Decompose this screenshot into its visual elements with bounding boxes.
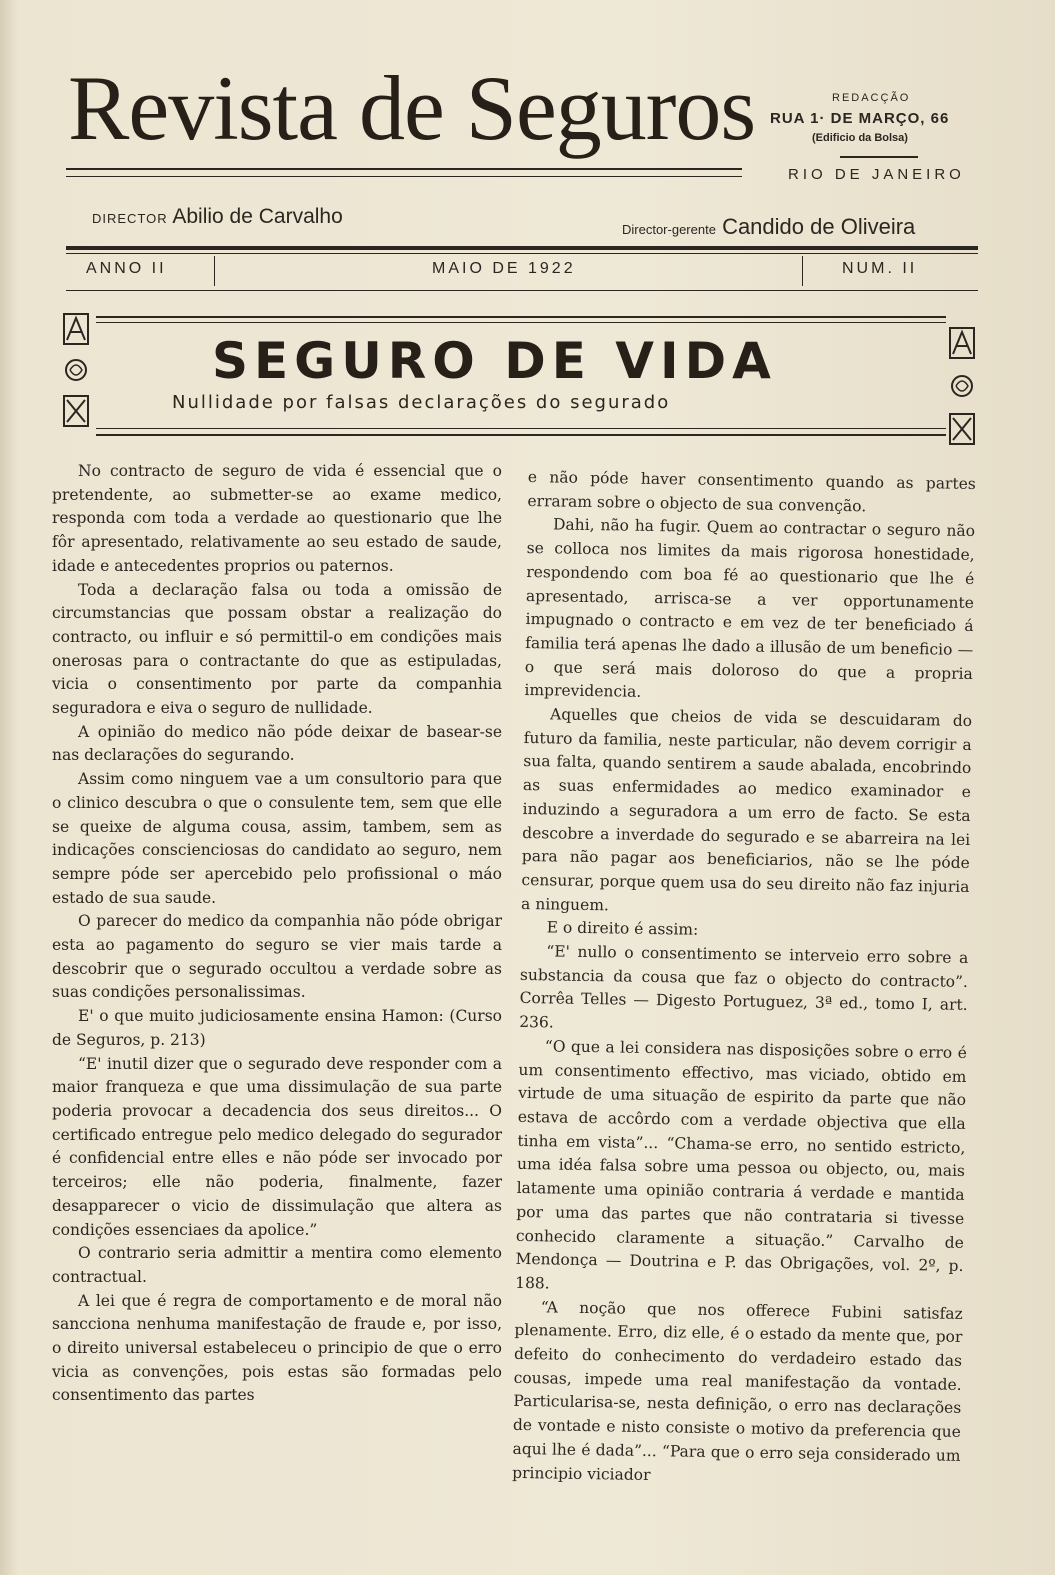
issue-date: MAIO DE 1922: [432, 260, 576, 277]
director-credit: [92, 205, 343, 229]
section-box-rule-top-thin: [96, 322, 946, 323]
director-label: DIRECTOR: [92, 211, 168, 226]
street-address: RUA 1· DE MARÇO, 66: [770, 110, 950, 127]
article-column-left: [52, 460, 502, 1408]
left-paragraph: No contracto de seguro de vida é essencial que o pretendente, ao submetter-se ao exame medico, responda com toda a verdade ao questionario que lhe fôr apresentado, relativamente ao seu estado de saude, idade e antecedentes proprios ou paternos.: [52, 462, 502, 575]
left-paragraph: “E' inutil dizer que o segurado deve responder com a maior franqueza e que uma dissimulação de sua parte poderia provocar a decadencia dos seus direitos... O certificado entregue pelo medico delegado do segurador é confidencial entre elles e não póde ser invocado por terceiros; elle não poderia, finalmente, fazer desapparecer o vicio de dissimulação que altera as condições essenciaes da apolice.”: [52, 1054, 502, 1239]
masthead-rule-top: [66, 168, 742, 170]
masthead-rule-bottom: [66, 176, 742, 177]
left-paragraph: O contrario seria admittir a mentira como elemento contractual.: [52, 1244, 502, 1286]
director-name: Abilio de Carvalho: [172, 205, 343, 228]
issue-bar-rule-top: [66, 246, 978, 250]
manager-credit: [622, 214, 915, 240]
right-paragraph: e não póde haver consentimento quando as partes erraram sobre o objecto de sua convenção.: [527, 467, 976, 516]
section-box-rule-bottom: [96, 428, 946, 429]
address-divider: [840, 156, 918, 158]
issue-bar-rule-bottom: [66, 290, 978, 291]
issue-bar-rule-mid: [66, 253, 978, 254]
right-paragraph: E o direito é assim:: [546, 918, 699, 940]
right-paragraph: Aquelles que cheios de vida se descuidaram do futuro da familia, neste particular, não devem corrigir a sua falta, quando sentirem a saude abalada, encobrindo as suas enfermidades ao medico examinador e induzindo a seguradora a um erro de facto. Se esta descobre a inverdade do segurado e se abarreira na lei para não pagar aos beneficiarios, não se lhe póde censurar, porque quem usa do seu direito não faz injuria a ninguem.: [520, 705, 973, 914]
right-paragraph: Dahi, não ha fugir. Quem ao contractar o seguro não se colloca nos limites da mais rigorosa honestidade, respondendo com boa fé ao questionario que lhe é apresentado, arrisca-se a ver opportunamente impugnado o contracto e em vez de ter beneficiado á familia terá apenas lhe dado a illusão de um beneficio — o que será mais doloroso do que a propria imprevidencia.: [524, 515, 976, 702]
article-column-right: [512, 466, 976, 1492]
issue-bar-divider-left: [214, 256, 215, 286]
left-paragraph: A lei que é regra de comportamento e de moral não sancciona nenhuma manifestação de fraude e, por isso, o direito universal estabeleceu o principio de que o erro vicia as convenções, pois estas são formadas pelo consentimento das partes: [52, 1291, 502, 1405]
article-title: SEGURO DE VIDA: [212, 332, 777, 390]
left-paragraph: Toda a declaração falsa ou toda a omissão de circumstancias que possam obstar a realização do contracto, ou influir e só permittil-o em condições mais onerosas para o contractante do que as estipuladas, vicia o consentimento por parte da companhia seguradora e eiva o seguro de nullidade.: [52, 580, 502, 718]
right-paragraph: “E' nullo o consentimento se interveio erro sobre a substancia da cousa que faz o objecto do contracto”. Corrêa Telles — Digesto Portuguez, 3ª ed., tomo I, art. 236.: [519, 942, 969, 1032]
section-box-rule-top: [96, 316, 946, 318]
left-paragraph: E' o que muito judiciosamente ensina Hamon: (Curso de Seguros, p. 213): [52, 1007, 502, 1049]
article-subtitle: Nullidade por falsas declarações do segurado: [172, 392, 671, 413]
section-box-rule-bottom-thick: [96, 434, 946, 436]
issue-year: ANNO II: [86, 260, 167, 277]
left-paragraph: O parecer do medico da companhia não póde obrigar esta ao pagamento do seguro se vier mais tarde a descobrir que o segurado occultou a verdade sobre as suas condições personalissimas.: [52, 912, 502, 1002]
manager-label: Director-gerente: [622, 222, 716, 237]
issue-number: NUM. II: [842, 260, 918, 277]
right-paragraph: “O que a lei considera nas disposições sobre o erro é um consentimento effectivo, mas viciado, obtido em virtude de uma situação de espirito da parte que não estava de accôrdo com a verdade objectiva que ella tinha em vista”... “Chama-se erro, no sentido estricto, uma idéa falsa sobre uma pessoa ou objecto, ou, mais latamente uma opinião contraria á verdade e mantida por uma das partes que não contrataria si tivesse conhecido claramente a situação.” Carvalho de Mendonça — Doutrina e P. das Obrigações, vol. 2º, p. 188.: [515, 1037, 967, 1293]
redaccao-label: REDACÇÃO: [832, 92, 911, 104]
left-paragraph: Assim como ninguem vae a um consultorio para que o clinico descubra o que o consulente tem, sem que elle se queixe de alguma cousa, assim, tambem, sem as indicações conscienciosas do candidato ao seguro, nem sempre póde ser apercebido pelo profissional o máo estado de sua saude.: [52, 770, 502, 907]
left-paragraph: A opinião do medico não póde deixar de basear-se nas declarações do segurando.: [52, 722, 502, 765]
ornament-right-icon: [948, 326, 976, 448]
masthead-title: Revista de Seguros: [68, 57, 756, 159]
right-paragraph: “A noção que nos offerece Fubini satisfaz plenamente. Erro, diz elle, é o estado da mente que, por defeito do conhecimento do verdadeiro estado das cousas, impede uma real manifestação da vontade. Particularisa-se, nesta definição, o erro nas declarações de vontade e nisto consiste o motivo da preferencia que aqui lhe é dada”... “Para que o erro seja considerado um principio viciador: [512, 1297, 963, 1484]
city-name: RIO DE JANEIRO: [788, 166, 965, 183]
ornament-left-icon: [62, 312, 90, 432]
issue-bar-divider-right: [802, 256, 803, 286]
building-name: (Edificio da Bolsa): [812, 132, 908, 144]
manager-name: Candido de Oliveira: [722, 214, 916, 239]
